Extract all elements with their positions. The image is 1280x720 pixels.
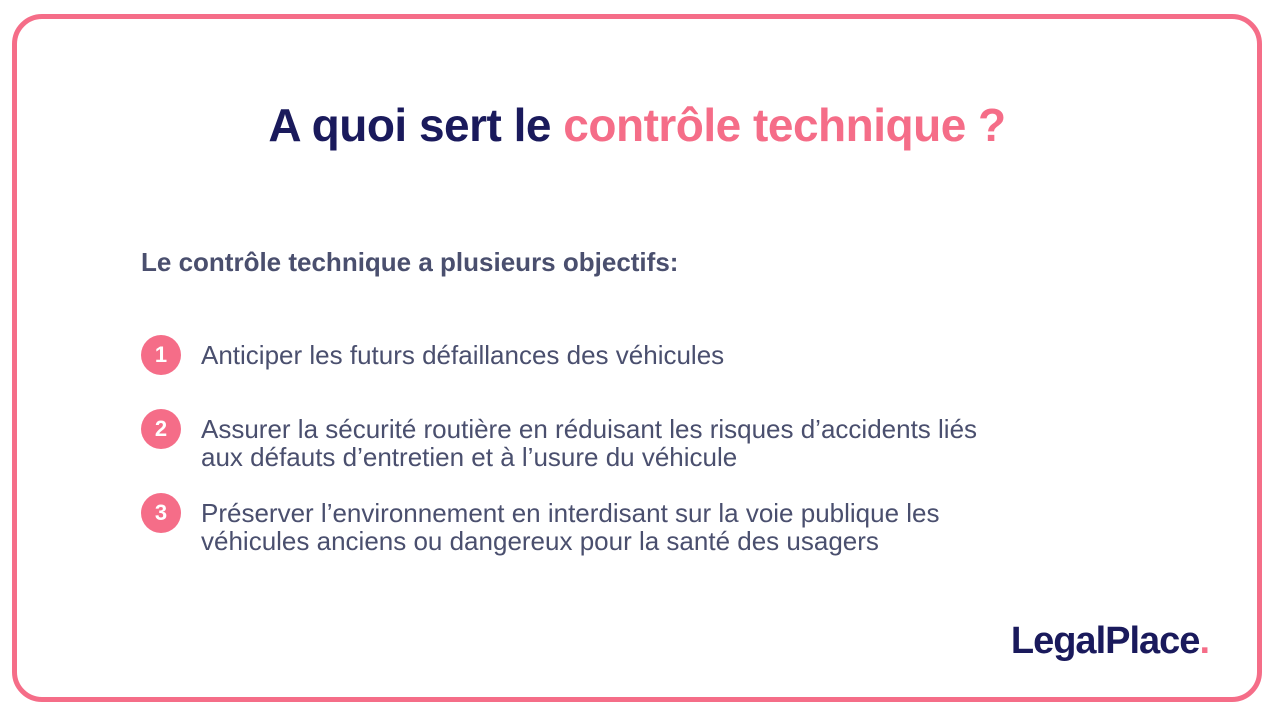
number-badge-1: 1 xyxy=(141,335,181,375)
list-item-1 xyxy=(141,341,1101,375)
subtitle: Le contrôle technique a plusieurs objectifs: xyxy=(141,247,679,277)
list-item-3 xyxy=(141,499,1101,555)
logo-dot: . xyxy=(1199,620,1209,662)
title-part-highlight: contrôle technique ? xyxy=(563,99,1006,151)
list-item-text xyxy=(201,499,1101,555)
list-item-line: Anticiper les futurs défaillances des véhicules xyxy=(201,340,725,370)
list-item-line: Assurer la sécurité routière en réduisant les risques d’accidents liés xyxy=(201,414,978,444)
list-item-text xyxy=(201,341,1101,369)
list-item-line: Préserver l’environnement en interdisant sur la voie publique les xyxy=(201,498,940,528)
title-part-dark: A quoi sert le xyxy=(268,99,564,151)
list-item-2 xyxy=(141,415,1101,471)
number-badge-2: 2 xyxy=(141,409,181,449)
number-badge-3: 3 xyxy=(141,493,181,533)
list-item-text xyxy=(201,415,1101,471)
logo-wordmark: LegalPlace xyxy=(1010,620,1200,662)
page-title xyxy=(17,97,1257,153)
slide-frame xyxy=(12,14,1262,702)
list-item-line: véhicules anciens ou dangereux pour la santé des usagers xyxy=(201,526,879,556)
legalplace-logo xyxy=(1011,619,1209,663)
list-item-line: aux défauts d’entretien et à l’usure du véhicule xyxy=(201,442,738,472)
